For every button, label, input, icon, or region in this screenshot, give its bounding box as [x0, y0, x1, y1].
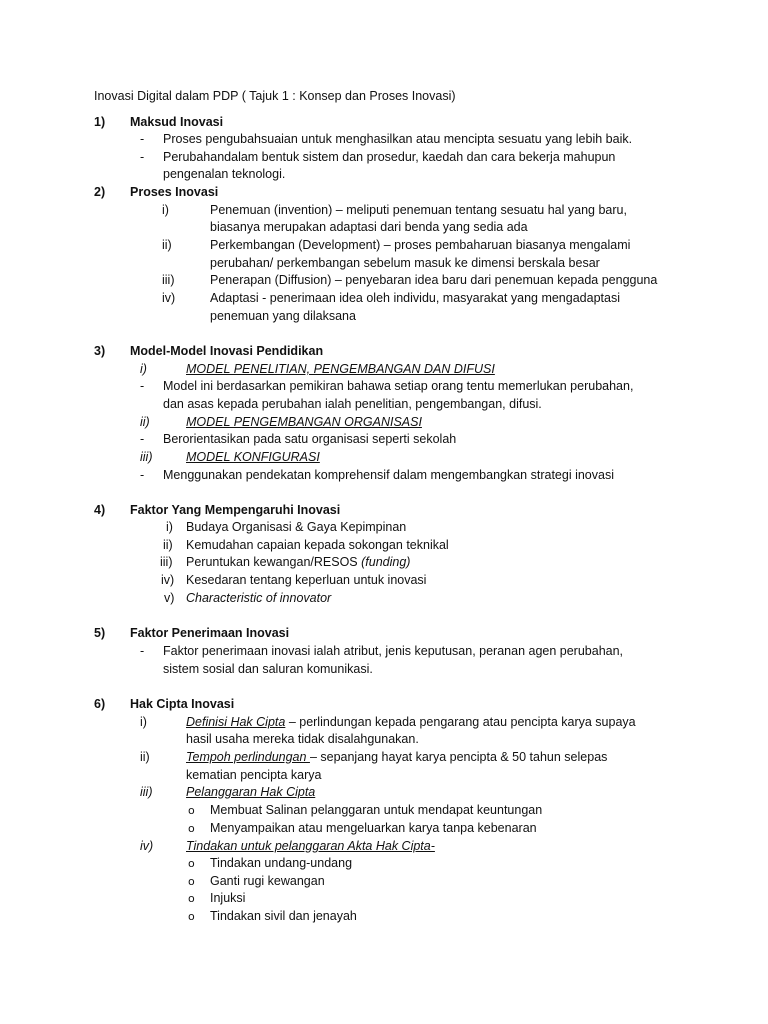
- list-item-text: Penerapan (Diffusion) – penyebaran idea baru dari penemuan kepada pengguna: [210, 273, 658, 287]
- roman-marker: iii): [162, 273, 175, 287]
- list-item-text: Perubahandalam bentuk sistem dan prosedur, kaedah dan cara bekerja mahupun: [163, 150, 616, 164]
- sub-list-item: Ganti rugi kewangan: [210, 874, 325, 888]
- section-number: 1): [94, 115, 106, 129]
- dash-bullet: -: [140, 644, 145, 658]
- circle-bullet: o: [188, 910, 195, 923]
- section-heading: Faktor Yang Mempengaruhi Inovasi: [130, 503, 341, 517]
- circle-bullet: o: [188, 822, 195, 835]
- term-label: Tindakan untuk pelanggaran Akta Hak Cipta-: [186, 839, 435, 853]
- model-name: MODEL PENELITIAN, PENGEMBANGAN DAN DIFUSI: [186, 362, 495, 376]
- section-heading: Hak Cipta Inovasi: [130, 697, 235, 711]
- list-item-text: Adaptasi - penerimaan idea oleh individu, masyarakat yang mengadaptasi: [210, 291, 620, 305]
- list-item-text: Faktor penerimaan inovasi ialah atribut, jenis keputusan, peranan agen perubahan,: [163, 644, 624, 658]
- roman-marker: ii): [163, 538, 173, 552]
- term-label: Tempoh perlindungan: [186, 750, 310, 764]
- model-description: Model ini berdasarkan pemikiran bahawa setiap orang tentu memerlukan perubahan,: [163, 379, 634, 393]
- dash-bullet: -: [140, 432, 145, 446]
- list-item-text-cont: pengenalan teknologi.: [163, 167, 286, 181]
- list-item-text: Kesedaran tentang keperluan untuk inovasi: [186, 573, 427, 587]
- dash-bullet: -: [140, 150, 145, 164]
- sub-list-item: Menyampaikan atau mengeluarkan karya tanpa kebenaran: [210, 821, 537, 835]
- term-label: Definisi Hak Cipta: [186, 715, 286, 729]
- circle-bullet: o: [188, 892, 195, 905]
- sub-list-item: Membuat Salinan pelanggaran untuk mendapat keuntungan: [210, 803, 543, 817]
- list-item-text: Perkembangan (Development) – proses pembaharuan biasanya mengalami: [210, 238, 631, 252]
- section-heading: Faktor Penerimaan Inovasi: [130, 626, 290, 640]
- dash-bullet: -: [140, 468, 145, 482]
- list-item-text: Kemudahan capaian kepada sokongan teknikal: [186, 538, 449, 552]
- section-number: 5): [94, 626, 106, 640]
- model-name: MODEL PENGEMBANGAN ORGANISASI: [186, 415, 422, 429]
- circle-bullet: o: [188, 857, 195, 870]
- roman-marker: ii): [162, 238, 172, 252]
- section-number: 4): [94, 503, 106, 517]
- list-item-text: [186, 749, 607, 766]
- model-description: Berorientasikan pada satu organisasi seperti sekolah: [163, 432, 457, 446]
- term-definition: – perlindungan kepada pengarang atau pencipta karya supaya: [285, 715, 636, 729]
- model-description: Menggunakan pendekatan komprehensif dalam mengembangkan strategi inovasi: [163, 468, 614, 482]
- sub-list-item: Tindakan undang-undang: [210, 856, 353, 870]
- list-item-text-cont: sistem sosial dan saluran komunikasi.: [163, 662, 373, 676]
- list-item-text-cont: biasanya merupakan adaptasi dari benda yang sedia ada: [210, 220, 528, 234]
- list-item-text: Proses pengubahsuaian untuk menghasilkan atau mencipta sesuatu yang lebih baik.: [163, 132, 633, 146]
- roman-marker: iii): [160, 555, 173, 569]
- section-number: 2): [94, 185, 106, 199]
- dash-bullet: -: [140, 132, 145, 146]
- list-item-text-cont: perubahan/ perkembangan sebelum masuk ke dimensi berskala besar: [210, 256, 600, 270]
- model-description-cont: dan asas kepada perubahan ialah penelitian, pengembangan, difusi.: [163, 397, 542, 411]
- roman-marker: i): [162, 203, 169, 217]
- list-item-text: Penemuan (invention) – meliputi penemuan tentang sesuatu hal yang baru,: [210, 203, 627, 217]
- roman-marker: iii): [140, 450, 153, 464]
- list-item-text: [186, 714, 636, 731]
- funding-italic: (funding): [361, 555, 411, 569]
- term-definition: – sepanjang hayat karya pencipta & 50 tahun selepas: [309, 750, 608, 764]
- list-item-text: Budaya Organisasi & Gaya Kepimpinan: [186, 520, 407, 534]
- list-item-text: [186, 554, 410, 571]
- roman-marker: v): [164, 591, 175, 605]
- document-title: Inovasi Digital dalam PDP ( Tajuk 1 : Konsep dan Proses Inovasi): [94, 89, 456, 103]
- list-item-text-cont: kematian pencipta karya: [186, 768, 322, 782]
- circle-bullet: o: [188, 804, 195, 817]
- model-name: MODEL KONFIGURASI: [186, 450, 320, 464]
- roman-marker: ii): [140, 415, 150, 429]
- roman-marker: iv): [162, 291, 176, 305]
- roman-marker: i): [140, 715, 147, 729]
- circle-bullet: o: [188, 875, 195, 888]
- section-heading: Maksud Inovasi: [130, 115, 224, 129]
- roman-marker: i): [140, 362, 147, 376]
- roman-marker: iv): [140, 839, 154, 853]
- roman-marker: i): [166, 520, 173, 534]
- list-item-text-cont: hasil usaha mereka tidak disalahgunakan.: [186, 732, 419, 746]
- roman-marker: ii): [140, 750, 150, 764]
- sub-list-item: Tindakan sivil dan jenayah: [210, 909, 357, 923]
- list-item-text-cont: penemuan yang dilaksana: [210, 309, 356, 323]
- roman-marker: iii): [140, 785, 153, 799]
- section-number: 3): [94, 344, 106, 358]
- section-number: 6): [94, 697, 106, 711]
- section-heading: Proses Inovasi: [130, 185, 219, 199]
- roman-marker: iv): [161, 573, 175, 587]
- term-label: Pelanggaran Hak Cipta: [186, 785, 316, 799]
- sub-list-item: Injuksi: [210, 891, 246, 905]
- dash-bullet: -: [140, 379, 145, 393]
- list-item-text: Characteristic of innovator: [186, 591, 332, 605]
- section-heading: Model-Model Inovasi Pendidikan: [130, 344, 324, 358]
- funding-text: Peruntukan kewangan/RESOS: [186, 555, 362, 569]
